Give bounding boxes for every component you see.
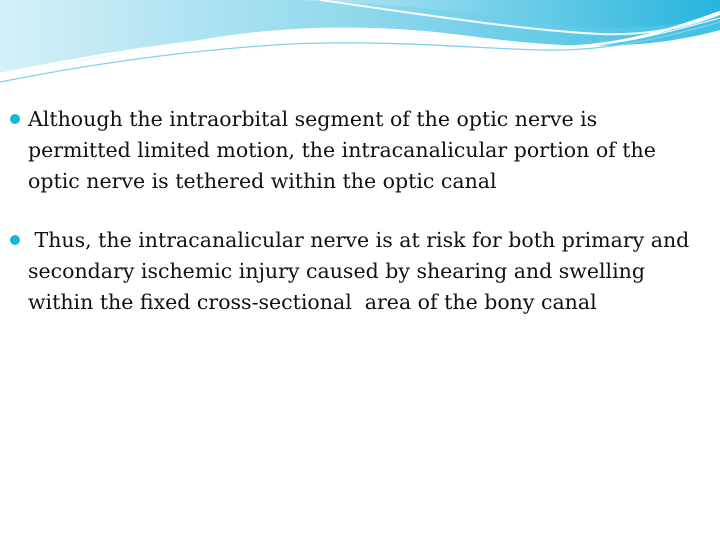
bullet-dot-icon [10, 114, 20, 124]
bullet-text: Although the intraorbital segment of the optic nerve is permitted limited motion, the intracanalicular portion of the optic nerve is tethered within the optic canal [28, 107, 663, 193]
bullet-text: Thus, the intracanalicular nerve is at risk for both primary and secondary ischemic injury caused by shearing and swelling within the fixed cross-sectional area of the bony canal [28, 228, 696, 314]
bullet-item [10, 104, 700, 197]
bullet-list [10, 104, 700, 346]
bullet-dot-icon [10, 235, 20, 245]
header-wave-decoration [0, 0, 720, 90]
bullet-item [10, 225, 700, 318]
